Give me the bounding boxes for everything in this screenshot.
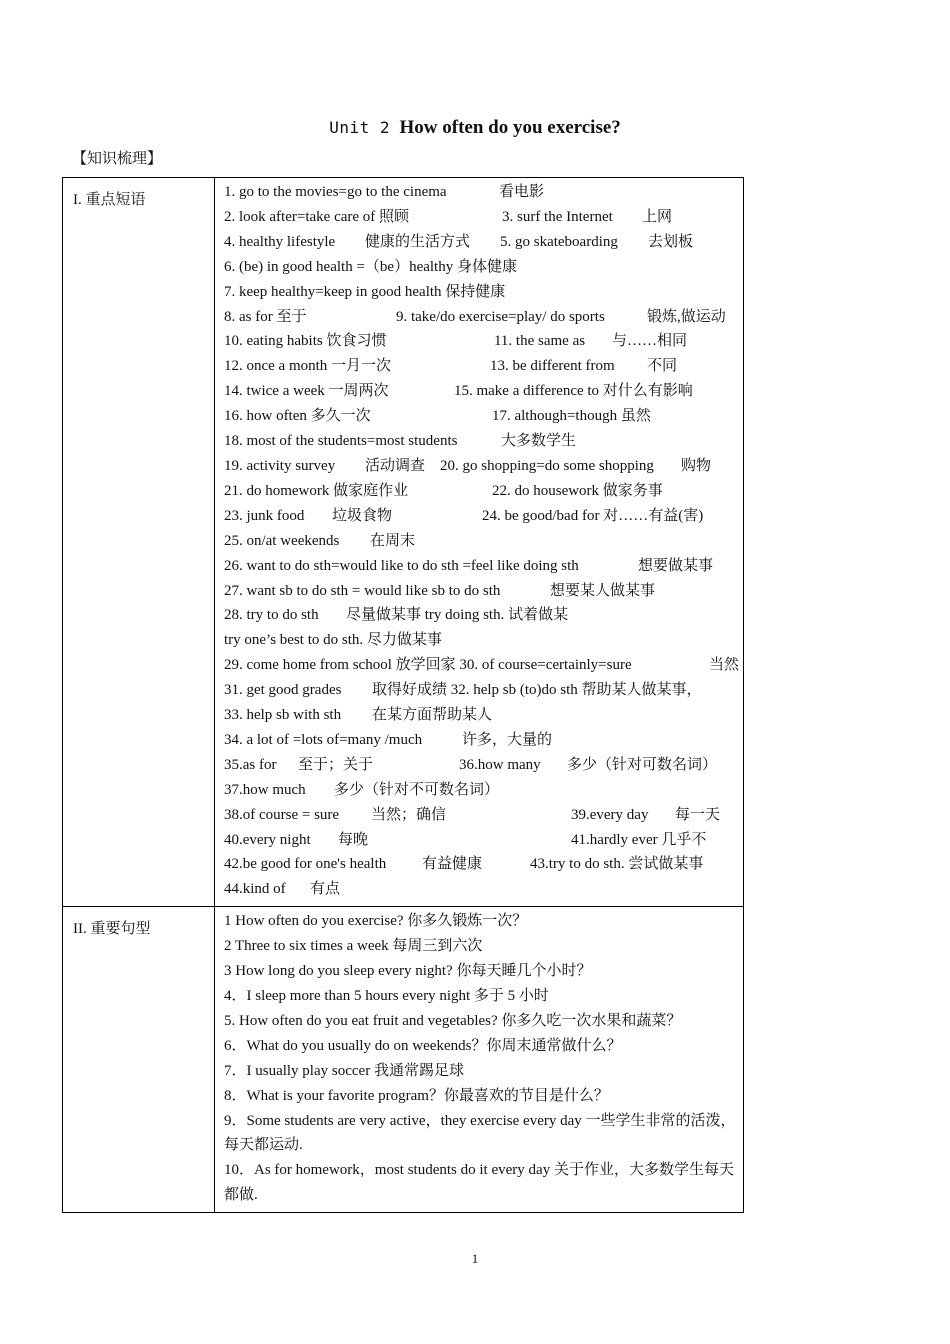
document-title	[0, 116, 950, 140]
phrase-line-23: 34. a lot of =lots of=many /much 许多，大量的	[223, 731, 552, 748]
phrase-line-28: 42.be good for one's health 有益健康 43.try to do sth. 尝试做某事	[223, 856, 704, 873]
phrase-line-18: 28. try to do sth 尽量做某事 try doing sth. 试着做某	[223, 607, 569, 624]
phrase-line-1: 1. go to the movies=go to the cinema 看电影	[223, 184, 544, 200]
phrase-line-16: 26. want to do sth=would like to do sth =feel like doing sth 想要做某事	[223, 557, 713, 574]
sentences-cell	[214, 907, 743, 1213]
phrase-line-22: 33. help sb with sth 在某方面帮助某人	[223, 707, 492, 724]
phrase-line-14: 23. junk food 垃圾食物 24. be good/bad for 对……有益(害)	[223, 507, 704, 524]
phrase-line-6: 8. as for 至于 9. take/do exercise=play/ do sports 锻炼,做运动	[223, 308, 726, 325]
sentence-line-10: 10．As for homework，most students do it every day 关于作业，大多数学生每天都做.	[223, 1162, 734, 1204]
knowledge-table	[62, 177, 744, 1213]
phrase-line-25: 37.how much 多少（针对不可数名词）	[223, 781, 499, 798]
phrase-line-11: 18. most of the students=most students 大多数学生	[223, 433, 576, 450]
phrase-line-26: 38.of course = sure 当然；确信 39.every day 每一天	[223, 806, 720, 823]
phrase-line-20: 29. come home from school 放学回家 30. of course=certainly=sure 当然	[223, 657, 739, 674]
phrase-line-2: 2. look after=take care of 照顾 3. surf the Internet 上网	[223, 208, 672, 225]
phrase-line-10: 16. how often 多久一次 17. although=though 虽然	[223, 408, 651, 425]
sentence-line-5: 5. How often do you eat fruit and vegetables? 你多久吃一次水果和蔬菜？	[223, 1012, 682, 1029]
sentence-line-8: 8．What is your favorite program？你最喜欢的节目是什么？	[223, 1087, 609, 1104]
phrase-line-5: 7. keep healthy=keep in good health 保持健康	[223, 283, 506, 300]
table-row-phrases	[63, 178, 744, 907]
sentence-line-4: 4．I sleep more than 5 hours every night 多于 5 小时	[223, 988, 549, 1004]
page-number: 1	[471, 1251, 479, 1266]
phrase-line-24: 35.as for 至于；关于 36.how many 多少（针对可数名词）	[223, 756, 717, 773]
phrase-line-15: 25. on/at weekends 在周末	[223, 532, 415, 549]
phrase-line-9: 14. twice a week 一周两次 15. make a difference to 对什么有影响	[223, 383, 693, 400]
phrase-line-27: 40.every night 每晚 41.hardly ever 几乎不	[223, 831, 707, 848]
section-label: 【知识梳理】	[72, 151, 163, 167]
phrase-line-8: 12. once a month 一月一次 13. be different from 不同	[223, 358, 677, 375]
sentence-line-9: 9．Some students are very active，they exercise every day 一些学生非常的活泼，每天都运动.	[223, 1112, 736, 1154]
sentence-line-1: 1 How often do you exercise? 你多久锻炼一次？	[223, 913, 528, 930]
title-heading: How often do you exercise?	[399, 117, 621, 138]
phrase-line-4: 6. (be) in good health =（be）healthy 身体健康	[223, 258, 517, 275]
table-row-sentences	[63, 907, 744, 1213]
sentence-line-3: 3 How long do you sleep every night? 你每天睡几个小时？	[223, 963, 592, 980]
phrase-line-17: 27. want sb to do sth = would like sb to do sth 想要某人做某事	[223, 582, 655, 599]
phrases-cell	[214, 178, 743, 907]
sentence-line-2: 2 Three to six times a week 每周三到六次	[223, 938, 483, 955]
sentence-line-7: 7．I usually play soccer 我通常踢足球	[223, 1062, 464, 1079]
row-label-sentences: II. 重要句型	[63, 907, 215, 1213]
row-label-phrases: I. 重点短语	[63, 178, 215, 907]
phrase-line-13: 21. do homework 做家庭作业 22. do housework 做家务事	[223, 482, 663, 499]
phrase-line-7: 10. eating habits 饮食习惯 11. the same as 与……相同	[223, 333, 687, 350]
sentence-line-6: 6．What do you usually do on weekends？你周末通常做什么？	[223, 1037, 622, 1054]
phrase-line-29: 44.kind of 有点	[223, 881, 340, 898]
unit-label: Unit 2	[329, 118, 390, 137]
phrase-line-21: 31. get good grades 取得好成绩 32. help sb (to)do sth 帮助某人做某事，	[223, 682, 702, 699]
phrase-line-19: try one’s best to do sth. 尽力做某事	[223, 632, 442, 649]
phrase-line-3: 4. healthy lifestyle 健康的生活方式 5. go skateboarding 去划板	[223, 233, 693, 250]
phrase-line-12: 19. activity survey 活动调查 20. go shopping=do some shopping 购物	[223, 457, 711, 474]
